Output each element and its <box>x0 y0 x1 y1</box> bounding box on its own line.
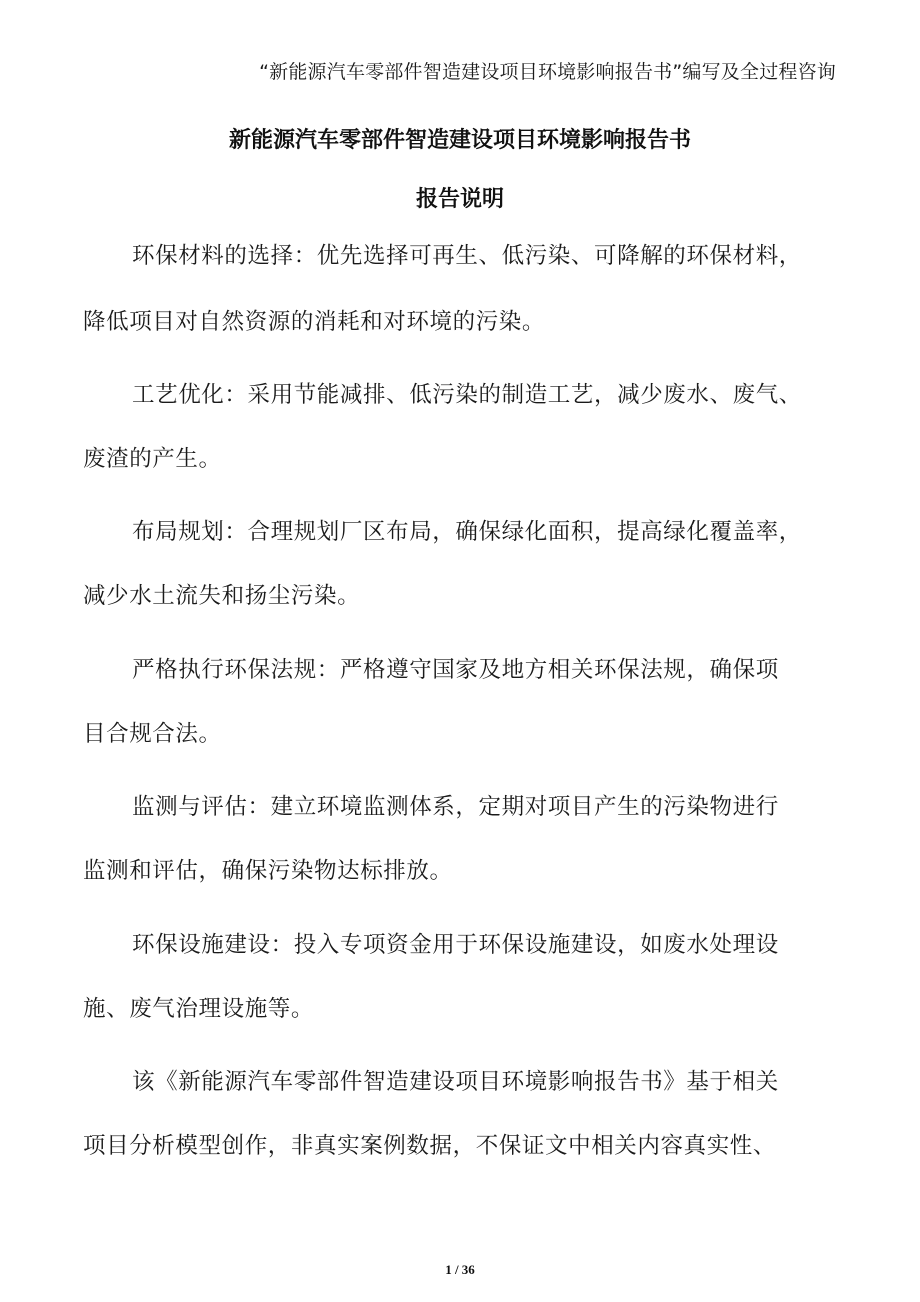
paragraph-line: 环保材料的选择：优先选择可再生、低污染、可降解的环保材料， <box>132 243 802 269</box>
document-subtitle: 报告说明 <box>415 187 504 212</box>
paragraph-line: 废渣的产生。 <box>83 446 222 472</box>
paragraph-line: 监测和评估，确保污染物达标排放。 <box>83 858 453 884</box>
paragraph-line: 项目分析模型创作，非真实案例数据，不保证文中相关内容真实性、 <box>83 1133 777 1159</box>
paragraph-line: 减少水土流失和扬尘污染。 <box>83 583 361 609</box>
paragraph-line: 环保设施建设：投入专项资金用于环保设施建设，如废水处理设 <box>132 932 779 958</box>
running-header: “新能源汽车零部件智造建设项目环境影响报告书”编写及全过程咨询 <box>259 61 836 83</box>
paragraph-line: 施、废气治理设施等。 <box>83 996 315 1022</box>
paragraph-line: 布局规划：合理规划厂区布局，确保绿化面积，提高绿化覆盖率， <box>132 519 802 545</box>
document-title: 新能源汽车零部件智造建设项目环境影响报告书 <box>228 128 691 153</box>
paragraph-line: 降低项目对自然资源的消耗和对环境的污染。 <box>83 309 546 335</box>
page-number: 1 / 36 <box>445 1262 475 1277</box>
paragraph-line: 严格执行环保法规：严格遵守国家及地方相关环保法规，确保项 <box>132 657 779 683</box>
paragraph-line: 目合规合法。 <box>83 721 222 747</box>
paragraph-line: 工艺优化：采用节能减排、低污染的制造工艺，减少废水、废气、 <box>132 382 802 408</box>
paragraph-line: 监测与评估：建立环境监测体系，定期对项目产生的污染物进行 <box>132 794 779 820</box>
paragraph-line: 该《新能源汽车零部件智造建设项目环境影响报告书》基于相关 <box>132 1069 779 1095</box>
